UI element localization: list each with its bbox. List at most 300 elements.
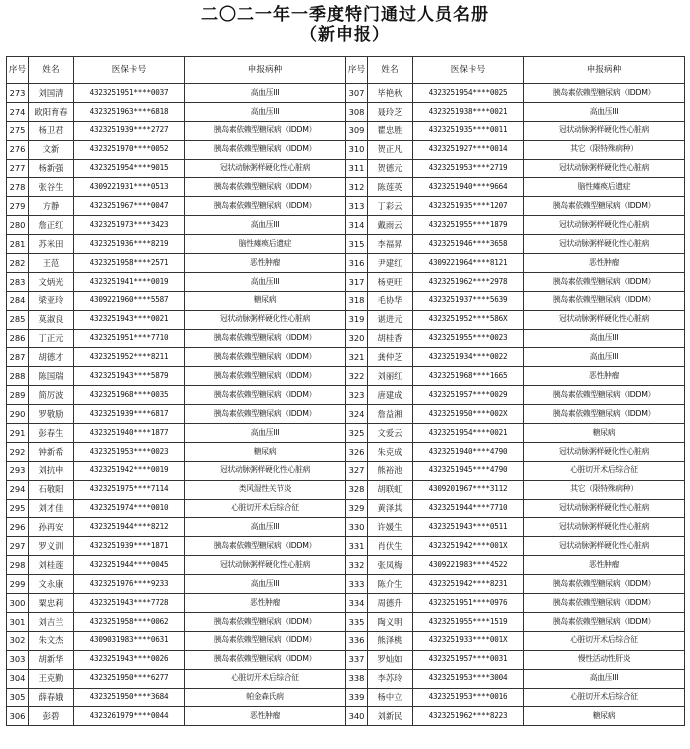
seq-cell: 288 bbox=[7, 367, 29, 386]
card-cell: 4323251944****0045 bbox=[74, 556, 185, 575]
disease-cell: 冠状动脉粥样硬化性心脏病 bbox=[185, 159, 346, 178]
card-cell: 4323251968****1665 bbox=[413, 367, 524, 386]
table-row bbox=[7, 272, 685, 291]
disease-cell: 心脏切开术后综合征 bbox=[185, 499, 346, 518]
name-cell: 杨中立 bbox=[368, 688, 413, 707]
name-cell: 丁正元 bbox=[29, 329, 74, 348]
card-cell: 4323251933****001X bbox=[413, 631, 524, 650]
card-cell: 4323251950****3684 bbox=[74, 688, 185, 707]
seq-cell: 293 bbox=[7, 461, 29, 480]
card-cell: 4323251939****6817 bbox=[74, 405, 185, 424]
table-header-row bbox=[7, 57, 685, 84]
name-cell: 薛春娥 bbox=[29, 688, 74, 707]
seq-cell: 305 bbox=[7, 688, 29, 707]
table-row bbox=[7, 178, 685, 197]
name-cell: 王克勤 bbox=[29, 669, 74, 688]
name-cell: 陈莲英 bbox=[368, 178, 413, 197]
card-cell: 4323251954****9015 bbox=[74, 159, 185, 178]
seq-cell: 285 bbox=[7, 310, 29, 329]
disease-cell: 胰岛素依赖型糖尿病（IDDM） bbox=[524, 405, 685, 424]
name-cell: 胡联虹 bbox=[368, 480, 413, 499]
seq-cell: 322 bbox=[346, 367, 368, 386]
table-row bbox=[7, 688, 685, 707]
table-row bbox=[7, 631, 685, 650]
card-cell: 4323251945****4790 bbox=[413, 461, 524, 480]
disease-cell: 胰岛素依赖型糖尿病（IDDM） bbox=[185, 612, 346, 631]
seq-cell: 280 bbox=[7, 216, 29, 235]
seq-cell: 273 bbox=[7, 84, 29, 103]
disease-cell: 冠状动脉粥样硬化性心脏病 bbox=[524, 499, 685, 518]
card-cell: 4323251953****0016 bbox=[413, 688, 524, 707]
seq-cell: 306 bbox=[7, 707, 29, 726]
header-seq: 序号 bbox=[7, 57, 29, 84]
seq-cell: 332 bbox=[346, 556, 368, 575]
seq-cell: 323 bbox=[346, 386, 368, 405]
seq-cell: 301 bbox=[7, 612, 29, 631]
seq-cell: 281 bbox=[7, 235, 29, 254]
disease-cell: 糖尿病 bbox=[185, 442, 346, 461]
disease-cell: 冠状动脉粥样硬化性心脏病 bbox=[524, 442, 685, 461]
name-cell: 詹益湘 bbox=[368, 405, 413, 424]
name-cell: 朱克成 bbox=[368, 442, 413, 461]
disease-cell: 高血压III bbox=[524, 348, 685, 367]
table-row bbox=[7, 102, 685, 121]
card-cell: 4323251954****0025 bbox=[413, 84, 524, 103]
name-cell: 尹建红 bbox=[368, 254, 413, 273]
name-cell: 瞿忠胜 bbox=[368, 121, 413, 140]
card-cell: 4323251962****8223 bbox=[413, 707, 524, 726]
seq-cell: 276 bbox=[7, 140, 29, 159]
seq-cell: 326 bbox=[346, 442, 368, 461]
card-cell: 4323251951****0976 bbox=[413, 594, 524, 613]
card-cell: 4309221983****4522 bbox=[413, 556, 524, 575]
seq-cell: 320 bbox=[346, 329, 368, 348]
card-cell: 4323251927****0014 bbox=[413, 140, 524, 159]
seq-cell: 333 bbox=[346, 575, 368, 594]
table-row bbox=[7, 461, 685, 480]
seq-cell: 274 bbox=[7, 102, 29, 121]
seq-cell: 314 bbox=[346, 216, 368, 235]
table-row bbox=[7, 537, 685, 556]
seq-cell: 279 bbox=[7, 197, 29, 216]
disease-cell: 胰岛素依赖型糖尿病（IDDM） bbox=[185, 537, 346, 556]
disease-cell: 心脏切开术后综合征 bbox=[524, 631, 685, 650]
seq-cell: 327 bbox=[346, 461, 368, 480]
seq-cell: 304 bbox=[7, 669, 29, 688]
seq-cell: 275 bbox=[7, 121, 29, 140]
seq-cell: 296 bbox=[7, 518, 29, 537]
table-row bbox=[7, 556, 685, 575]
card-cell: 4323261979****0044 bbox=[74, 707, 185, 726]
seq-cell: 335 bbox=[346, 612, 368, 631]
name-cell: 胡桂香 bbox=[368, 329, 413, 348]
name-cell: 文新 bbox=[29, 140, 74, 159]
seq-cell: 298 bbox=[7, 556, 29, 575]
name-cell: 粟忠莉 bbox=[29, 594, 74, 613]
name-cell: 杨新强 bbox=[29, 159, 74, 178]
table-row bbox=[7, 235, 685, 254]
header-disease: 申报病种 bbox=[185, 57, 346, 84]
disease-cell: 冠状动脉粥样硬化性心脏病 bbox=[524, 121, 685, 140]
name-cell: 孙再安 bbox=[29, 518, 74, 537]
seq-cell: 286 bbox=[7, 329, 29, 348]
header-seq: 序号 bbox=[346, 57, 368, 84]
card-cell: 4323251936****8219 bbox=[74, 235, 185, 254]
seq-cell: 315 bbox=[346, 235, 368, 254]
seq-cell: 319 bbox=[346, 310, 368, 329]
name-cell: 梁亚玲 bbox=[29, 291, 74, 310]
name-cell: 詹正红 bbox=[29, 216, 74, 235]
name-cell: 李苏玲 bbox=[368, 669, 413, 688]
seq-cell: 316 bbox=[346, 254, 368, 273]
name-cell: 彭碧 bbox=[29, 707, 74, 726]
disease-cell: 冠状动脉粥样硬化性心脏病 bbox=[524, 216, 685, 235]
table-body bbox=[7, 84, 685, 726]
disease-cell: 胰岛素依赖型糖尿病（IDDM） bbox=[185, 367, 346, 386]
disease-cell: 高血压III bbox=[524, 329, 685, 348]
name-cell: 熊泽桃 bbox=[368, 631, 413, 650]
disease-cell: 冠状动脉粥样硬化性心脏病 bbox=[185, 461, 346, 480]
disease-cell: 胰岛素依赖型糖尿病（IDDM） bbox=[185, 386, 346, 405]
card-cell: 4323251973****3423 bbox=[74, 216, 185, 235]
header-disease: 申报病种 bbox=[524, 57, 685, 84]
seq-cell: 287 bbox=[7, 348, 29, 367]
name-cell: 谌进元 bbox=[368, 310, 413, 329]
name-cell: 贺正凡 bbox=[368, 140, 413, 159]
card-cell: 4323251958****2571 bbox=[74, 254, 185, 273]
name-cell: 李福昇 bbox=[368, 235, 413, 254]
name-cell: 文炳光 bbox=[29, 272, 74, 291]
seq-cell: 309 bbox=[346, 121, 368, 140]
card-cell: 4323251950****6277 bbox=[74, 669, 185, 688]
card-cell: 4323251940****1877 bbox=[74, 424, 185, 443]
disease-cell: 胰岛素依赖型糖尿病（IDDM） bbox=[185, 650, 346, 669]
disease-cell: 高血压III bbox=[185, 216, 346, 235]
name-cell: 熊裕池 bbox=[368, 461, 413, 480]
card-cell: 4323251952****8211 bbox=[74, 348, 185, 367]
table-row bbox=[7, 518, 685, 537]
seq-cell: 329 bbox=[346, 499, 368, 518]
disease-cell: 冠状动脉粥样硬化性心脏病 bbox=[524, 235, 685, 254]
card-cell: 4323251944****8212 bbox=[74, 518, 185, 537]
disease-cell: 心脏切开术后综合征 bbox=[524, 461, 685, 480]
name-cell: 许媛生 bbox=[368, 518, 413, 537]
card-cell: 4323251951****7710 bbox=[74, 329, 185, 348]
disease-cell: 慢性活动性肝炎 bbox=[524, 650, 685, 669]
name-cell: 毛协华 bbox=[368, 291, 413, 310]
name-cell: 方静 bbox=[29, 197, 74, 216]
card-cell: 4323251955****0023 bbox=[413, 329, 524, 348]
name-cell: 聂玲芝 bbox=[368, 102, 413, 121]
card-cell: 4323251941****0019 bbox=[74, 272, 185, 291]
seq-cell: 321 bbox=[346, 348, 368, 367]
name-cell: 刘抗申 bbox=[29, 461, 74, 480]
card-cell: 4323251953****3004 bbox=[413, 669, 524, 688]
table-row bbox=[7, 216, 685, 235]
seq-cell: 295 bbox=[7, 499, 29, 518]
seq-cell: 331 bbox=[346, 537, 368, 556]
card-cell: 4323251942****0019 bbox=[74, 461, 185, 480]
seq-cell: 318 bbox=[346, 291, 368, 310]
disease-cell: 胰岛素依赖型糖尿病（IDDM） bbox=[524, 386, 685, 405]
card-cell: 4309221931****0513 bbox=[74, 178, 185, 197]
disease-cell: 糖尿病 bbox=[524, 707, 685, 726]
disease-cell: 恶性肿瘤 bbox=[524, 254, 685, 273]
disease-cell: 冠状动脉粥样硬化性心脏病 bbox=[185, 310, 346, 329]
seq-cell: 303 bbox=[7, 650, 29, 669]
card-cell: 4323251943****5879 bbox=[74, 367, 185, 386]
seq-cell: 337 bbox=[346, 650, 368, 669]
seq-cell: 338 bbox=[346, 669, 368, 688]
card-cell: 4323251943****0026 bbox=[74, 650, 185, 669]
disease-cell: 高血压III bbox=[185, 84, 346, 103]
seq-cell: 302 bbox=[7, 631, 29, 650]
name-cell: 王范 bbox=[29, 254, 74, 273]
name-cell: 石敬阳 bbox=[29, 480, 74, 499]
card-cell: 4323251942****8231 bbox=[413, 575, 524, 594]
name-cell: 刘丽红 bbox=[368, 367, 413, 386]
disease-cell: 恶性肿瘤 bbox=[524, 556, 685, 575]
table-row bbox=[7, 424, 685, 443]
disease-cell: 其它（限特殊病种） bbox=[524, 140, 685, 159]
name-cell: 杨更旺 bbox=[368, 272, 413, 291]
card-cell: 4323251943****0511 bbox=[413, 518, 524, 537]
card-cell: 4323251968****0035 bbox=[74, 386, 185, 405]
table-row bbox=[7, 159, 685, 178]
name-cell: 文永康 bbox=[29, 575, 74, 594]
disease-cell: 高血压III bbox=[185, 575, 346, 594]
disease-cell: 胰岛素依赖型糖尿病（IDDM） bbox=[524, 612, 685, 631]
name-cell: 钟新希 bbox=[29, 442, 74, 461]
name-cell: 肖伏生 bbox=[368, 537, 413, 556]
disease-cell: 高血压III bbox=[185, 424, 346, 443]
table-row bbox=[7, 480, 685, 499]
disease-cell: 冠状动脉粥样硬化性心脏病 bbox=[524, 159, 685, 178]
card-cell: 4323251975****7114 bbox=[74, 480, 185, 499]
disease-cell: 胰岛素依赖型糖尿病（IDDM） bbox=[185, 140, 346, 159]
card-cell: 4323251940****4790 bbox=[413, 442, 524, 461]
table-row bbox=[7, 291, 685, 310]
card-cell: 4323251955****1519 bbox=[413, 612, 524, 631]
disease-cell: 冠状动脉粥样硬化性心脏病 bbox=[524, 518, 685, 537]
card-cell: 4309221964****8121 bbox=[413, 254, 524, 273]
disease-cell: 胰岛素依赖型糖尿病（IDDM） bbox=[524, 594, 685, 613]
seq-cell: 324 bbox=[346, 405, 368, 424]
seq-cell: 299 bbox=[7, 575, 29, 594]
card-cell: 4323251957****0031 bbox=[413, 650, 524, 669]
card-cell: 4323251976****9233 bbox=[74, 575, 185, 594]
disease-cell: 恶性肿瘤 bbox=[185, 594, 346, 613]
disease-cell: 胰岛素依赖型糖尿病（IDDM） bbox=[524, 272, 685, 291]
seq-cell: 313 bbox=[346, 197, 368, 216]
page-title: 二〇二一年一季度特门通过人员名册 bbox=[201, 5, 489, 25]
roster-table bbox=[6, 56, 685, 726]
disease-cell: 其它（限特殊病种） bbox=[524, 480, 685, 499]
disease-cell: 胰岛素依赖型糖尿病（IDDM） bbox=[185, 348, 346, 367]
name-cell: 简厉波 bbox=[29, 386, 74, 405]
disease-cell: 胰岛素依赖型糖尿病（IDDM） bbox=[185, 197, 346, 216]
seq-cell: 328 bbox=[346, 480, 368, 499]
disease-cell: 脑性瘫痪后遗症 bbox=[185, 235, 346, 254]
disease-cell: 胰岛素依赖型糖尿病（IDDM） bbox=[185, 121, 346, 140]
name-cell: 杨卫君 bbox=[29, 121, 74, 140]
disease-cell: 胰岛素依赖型糖尿病（IDDM） bbox=[185, 178, 346, 197]
card-cell: 4323251943****7728 bbox=[74, 594, 185, 613]
card-cell: 4323251935****1207 bbox=[413, 197, 524, 216]
disease-cell: 胰岛素依赖型糖尿病（IDDM） bbox=[185, 631, 346, 650]
name-cell: 刘桂莲 bbox=[29, 556, 74, 575]
seq-cell: 277 bbox=[7, 159, 29, 178]
name-cell: 刘才佳 bbox=[29, 499, 74, 518]
disease-cell: 帕金森氏病 bbox=[185, 688, 346, 707]
disease-cell: 冠状动脉粥样硬化性心脏病 bbox=[185, 556, 346, 575]
table-row bbox=[7, 669, 685, 688]
name-cell: 罗敬励 bbox=[29, 405, 74, 424]
table-row bbox=[7, 405, 685, 424]
name-cell: 陈国瑞 bbox=[29, 367, 74, 386]
seq-cell: 282 bbox=[7, 254, 29, 273]
table-row bbox=[7, 348, 685, 367]
name-cell: 唐建成 bbox=[368, 386, 413, 405]
seq-cell: 325 bbox=[346, 424, 368, 443]
table-row bbox=[7, 84, 685, 103]
disease-cell: 高血压III bbox=[185, 102, 346, 121]
name-cell: 文爱云 bbox=[368, 424, 413, 443]
disease-cell: 糖尿病 bbox=[185, 291, 346, 310]
seq-cell: 283 bbox=[7, 272, 29, 291]
card-cell: 4323251937****5639 bbox=[413, 291, 524, 310]
name-cell: 陈介生 bbox=[368, 575, 413, 594]
name-cell: 胡新华 bbox=[29, 650, 74, 669]
disease-cell: 恶性肿瘤 bbox=[524, 367, 685, 386]
seq-cell: 284 bbox=[7, 291, 29, 310]
disease-cell: 心脏切开术后综合征 bbox=[524, 688, 685, 707]
name-cell: 陶义明 bbox=[368, 612, 413, 631]
card-cell: 4323251951****0037 bbox=[74, 84, 185, 103]
card-cell: 4323251962****2978 bbox=[413, 272, 524, 291]
table-row bbox=[7, 329, 685, 348]
name-cell: 莫淑良 bbox=[29, 310, 74, 329]
disease-cell: 恶性肿瘤 bbox=[185, 707, 346, 726]
disease-cell: 恶性肿瘤 bbox=[185, 254, 346, 273]
header-card: 医保卡号 bbox=[74, 57, 185, 84]
disease-cell: 类风湿性关节炎 bbox=[185, 480, 346, 499]
disease-cell: 胰岛素依赖型糖尿病（IDDM） bbox=[185, 405, 346, 424]
table-row bbox=[7, 442, 685, 461]
name-cell: 罗灿如 bbox=[368, 650, 413, 669]
card-cell: 4309201967****3112 bbox=[413, 480, 524, 499]
table-row bbox=[7, 594, 685, 613]
name-cell: 黄泽其 bbox=[368, 499, 413, 518]
seq-cell: 294 bbox=[7, 480, 29, 499]
header-card: 医保卡号 bbox=[413, 57, 524, 84]
name-cell: 罗义训 bbox=[29, 537, 74, 556]
name-cell: 毕艳秋 bbox=[368, 84, 413, 103]
card-cell: 4323251934****0022 bbox=[413, 348, 524, 367]
card-cell: 4323251939****1871 bbox=[74, 537, 185, 556]
name-cell: 张谷生 bbox=[29, 178, 74, 197]
seq-cell: 297 bbox=[7, 537, 29, 556]
seq-cell: 340 bbox=[346, 707, 368, 726]
seq-cell: 308 bbox=[346, 102, 368, 121]
card-cell: 4323251938****0021 bbox=[413, 102, 524, 121]
name-cell: 欧阳育春 bbox=[29, 102, 74, 121]
name-cell: 张凤梅 bbox=[368, 556, 413, 575]
seq-cell: 317 bbox=[346, 272, 368, 291]
seq-cell: 307 bbox=[346, 84, 368, 103]
table-row bbox=[7, 707, 685, 726]
header-name: 姓名 bbox=[29, 57, 74, 84]
table-row bbox=[7, 499, 685, 518]
seq-cell: 330 bbox=[346, 518, 368, 537]
card-cell: 4323251967****0047 bbox=[74, 197, 185, 216]
table-row bbox=[7, 575, 685, 594]
table-row bbox=[7, 650, 685, 669]
disease-cell: 胰岛素依赖型糖尿病（IDDM） bbox=[524, 291, 685, 310]
card-cell: 4323251953****0023 bbox=[74, 442, 185, 461]
disease-cell: 高血压III bbox=[185, 518, 346, 537]
seq-cell: 291 bbox=[7, 424, 29, 443]
card-cell: 4323251957****0029 bbox=[413, 386, 524, 405]
table-row bbox=[7, 386, 685, 405]
name-cell: 苏米田 bbox=[29, 235, 74, 254]
name-cell: 周德升 bbox=[368, 594, 413, 613]
table-row bbox=[7, 254, 685, 273]
name-cell: 戴雨云 bbox=[368, 216, 413, 235]
card-cell: 4323251939****2727 bbox=[74, 121, 185, 140]
name-cell: 胡德才 bbox=[29, 348, 74, 367]
name-cell: 朱文杰 bbox=[29, 631, 74, 650]
card-cell: 4323251944****7710 bbox=[413, 499, 524, 518]
card-cell: 4323251970****0052 bbox=[74, 140, 185, 159]
disease-cell: 糖尿病 bbox=[524, 424, 685, 443]
table-row bbox=[7, 121, 685, 140]
table-row bbox=[7, 612, 685, 631]
card-cell: 4323251952****586X bbox=[413, 310, 524, 329]
card-cell: 4323251958****0062 bbox=[74, 612, 185, 631]
seq-cell: 336 bbox=[346, 631, 368, 650]
name-cell: 刘新民 bbox=[368, 707, 413, 726]
disease-cell: 高血压III bbox=[185, 272, 346, 291]
disease-cell: 心脏切开术后综合征 bbox=[185, 669, 346, 688]
table-row bbox=[7, 197, 685, 216]
card-cell: 4323251963****6818 bbox=[74, 102, 185, 121]
seq-cell: 300 bbox=[7, 594, 29, 613]
seq-cell: 311 bbox=[346, 159, 368, 178]
name-cell: 刘国清 bbox=[29, 84, 74, 103]
seq-cell: 339 bbox=[346, 688, 368, 707]
seq-cell: 310 bbox=[346, 140, 368, 159]
card-cell: 4323251943****0021 bbox=[74, 310, 185, 329]
disease-cell: 高血压III bbox=[524, 669, 685, 688]
card-cell: 4323251974****0010 bbox=[74, 499, 185, 518]
name-cell: 彭春生 bbox=[29, 424, 74, 443]
disease-cell: 高血压III bbox=[524, 102, 685, 121]
card-cell: 4323251955****1879 bbox=[413, 216, 524, 235]
card-cell: 4323251954****0021 bbox=[413, 424, 524, 443]
card-cell: 4309221960****5587 bbox=[74, 291, 185, 310]
table-row bbox=[7, 367, 685, 386]
seq-cell: 312 bbox=[346, 178, 368, 197]
seq-cell: 290 bbox=[7, 405, 29, 424]
card-cell: 4323251950****002X bbox=[413, 405, 524, 424]
card-cell: 4323251942****001X bbox=[413, 537, 524, 556]
disease-cell: 胰岛素依赖型糖尿病（IDDM） bbox=[524, 575, 685, 594]
seq-cell: 289 bbox=[7, 386, 29, 405]
seq-cell: 292 bbox=[7, 442, 29, 461]
card-cell: 4323251946****3658 bbox=[413, 235, 524, 254]
card-cell: 4323251935****0011 bbox=[413, 121, 524, 140]
